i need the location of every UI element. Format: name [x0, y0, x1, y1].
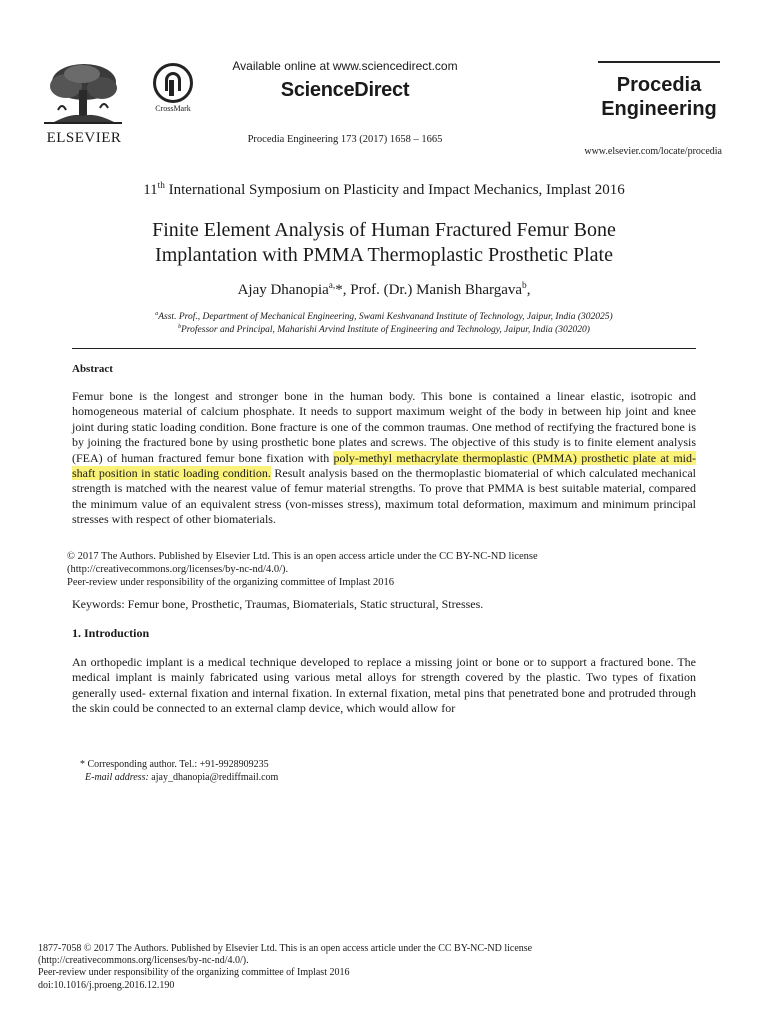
journal-reference: Procedia Engineering 173 (2017) 1658 – 1665 — [247, 134, 443, 145]
license-block — [67, 550, 707, 589]
journal-rule — [598, 61, 720, 63]
title-line1: Finite Element Analysis of Human Fractured Femur Bone — [152, 219, 616, 241]
abstract-text-2: Result analysis based on the thermoplastic biomaterial of which calculated mechanical strength is matched with the nearest value of femur material strengths. To prove that PMMA is best suitable material, compared the minimum value of an equivalent stress (von-misses stress), maximum total deformation, maximum and minimum principal stresses with respect of other biomaterials. — [72, 466, 696, 527]
affiliation-a-label: a — [155, 310, 159, 317]
page-footer — [38, 943, 678, 992]
corresponding-author: * Corresponding author. Tel.: +91-9928909235 — [80, 759, 269, 770]
author-list — [60, 282, 708, 299]
journal-url[interactable]: www.elsevier.com/locate/procedia — [584, 146, 722, 157]
author-1: Ajay Dhanopia — [237, 282, 329, 298]
abstract-heading: Abstract — [72, 363, 113, 375]
conference-ordinal: th — [157, 181, 165, 191]
crossmark-icon — [153, 63, 193, 103]
conference-name: International Symposium on Plasticity and Impact Mechanics, Implast 2016 — [164, 182, 625, 198]
author-2: Prof. (Dr.) Manish Bhargava — [350, 282, 523, 298]
journal-name — [598, 73, 720, 121]
corresponding-footnote — [80, 759, 580, 784]
paper-title — [70, 218, 698, 268]
conference-line — [60, 182, 708, 199]
available-online: Available online at www.sciencedirect.com — [232, 59, 458, 73]
footer-license-link[interactable]: (http://creativecommons.org/licenses/by-nc-nd/4.0/). — [38, 955, 249, 967]
crossmark-badge[interactable] — [152, 63, 194, 113]
author-1-corresponding: *, — [335, 282, 351, 298]
affiliations — [80, 311, 688, 337]
license-line1: © 2017 The Authors. Published by Elsevier Ltd. This is an open access article under the CC BY-NC-ND license — [67, 551, 538, 562]
peer-review-note: Peer-review under responsibility of the organizing committee of Implast 2016 — [67, 577, 395, 588]
affiliation-a-text: Asst. Prof., Department of Mechanical Engineering, Swami Keshvanand Institute of Technology, Jaipur, India (302025) — [158, 312, 613, 322]
abstract-body — [72, 389, 696, 528]
affiliation-b — [80, 324, 688, 337]
abstract-text-1: Femur bone is the longest and stronger bone in the human body. This bone is contained a linear elastic, isotropic and homogeneous material of calcium phosphate. It needs to support maximum weight of the body in between hip joint and knee joint during static loading condition. Bone fracture is one of the common traumas. One method of rectifying the fractured bone is by joining the fractured bone by using prosthetic bone plates and screws. The objective of this study is to finite element analysis (FEA) of human fractured femur bone fixation with — [72, 389, 696, 465]
footer-doi[interactable]: doi:10.1016/j.proeng.2016.12.190 — [38, 979, 175, 991]
title-line2: Implantation with PMMA Thermoplastic Prosthetic Plate — [155, 244, 613, 266]
abstract-rule — [72, 348, 696, 349]
email-label: E-mail address: — [85, 771, 149, 783]
author-2-affil: b — [522, 281, 527, 291]
email-address[interactable]: ajay_dhanopia@rediffmail.com — [148, 771, 279, 783]
affiliation-b-text: Professor and Principal, Maharishi Arvind Institute of Engineering and Technology, Jaipur, India (302020) — [181, 325, 590, 335]
journal-name-line1: Procedia — [616, 74, 702, 96]
affiliation-b-label: b — [178, 323, 181, 330]
affiliation-a — [80, 311, 688, 324]
license-link[interactable]: (http://creativecommons.org/licenses/by-nc-nd/4.0/). — [67, 564, 289, 575]
introduction-body: An orthopedic implant is a medical technique developed to replace a missing joint or bone or to support a fractured bone. The medical implant is mainly fabricated using various metal alloys for strength covered by the plastic. Two types of fixation generally used- external fixation and internal fixation. In external fixation, metal pins that penetrated bone and protruded through the skin could be connected to an external clamp device, which would allow for — [72, 655, 696, 716]
publisher-name: ELSEVIER — [46, 130, 122, 146]
conference-number: 11 — [143, 182, 158, 198]
crossmark-label: CrossMark — [155, 104, 191, 113]
elsevier-tree-logo — [44, 60, 122, 126]
introduction-heading: 1. Introduction — [72, 626, 150, 640]
journal-name-line2: Engineering — [601, 98, 717, 120]
keywords: Keywords: Femur bone, Prosthetic, Traumas, Biomaterials, Static structural, Stresses. — [72, 597, 484, 611]
email-line — [80, 772, 580, 785]
footer-issn-line: 1877-7058 © 2017 The Authors. Published by Elsevier Ltd. This is an open access article under the CC BY-NC-ND license — [38, 943, 533, 954]
footer-peer-review: Peer-review under responsibility of the organizing committee of Implast 2016 — [38, 967, 350, 979]
abstract-highlight[interactable]: poly-methyl methacrylate thermoplastic (PMMA) prosthetic plate at mid-shaft position in static loading condition. — [72, 450, 696, 481]
sciencedirect-logo: ScienceDirect — [280, 79, 410, 101]
author-trail: , — [526, 282, 531, 298]
author-1-affil: a, — [328, 281, 336, 291]
